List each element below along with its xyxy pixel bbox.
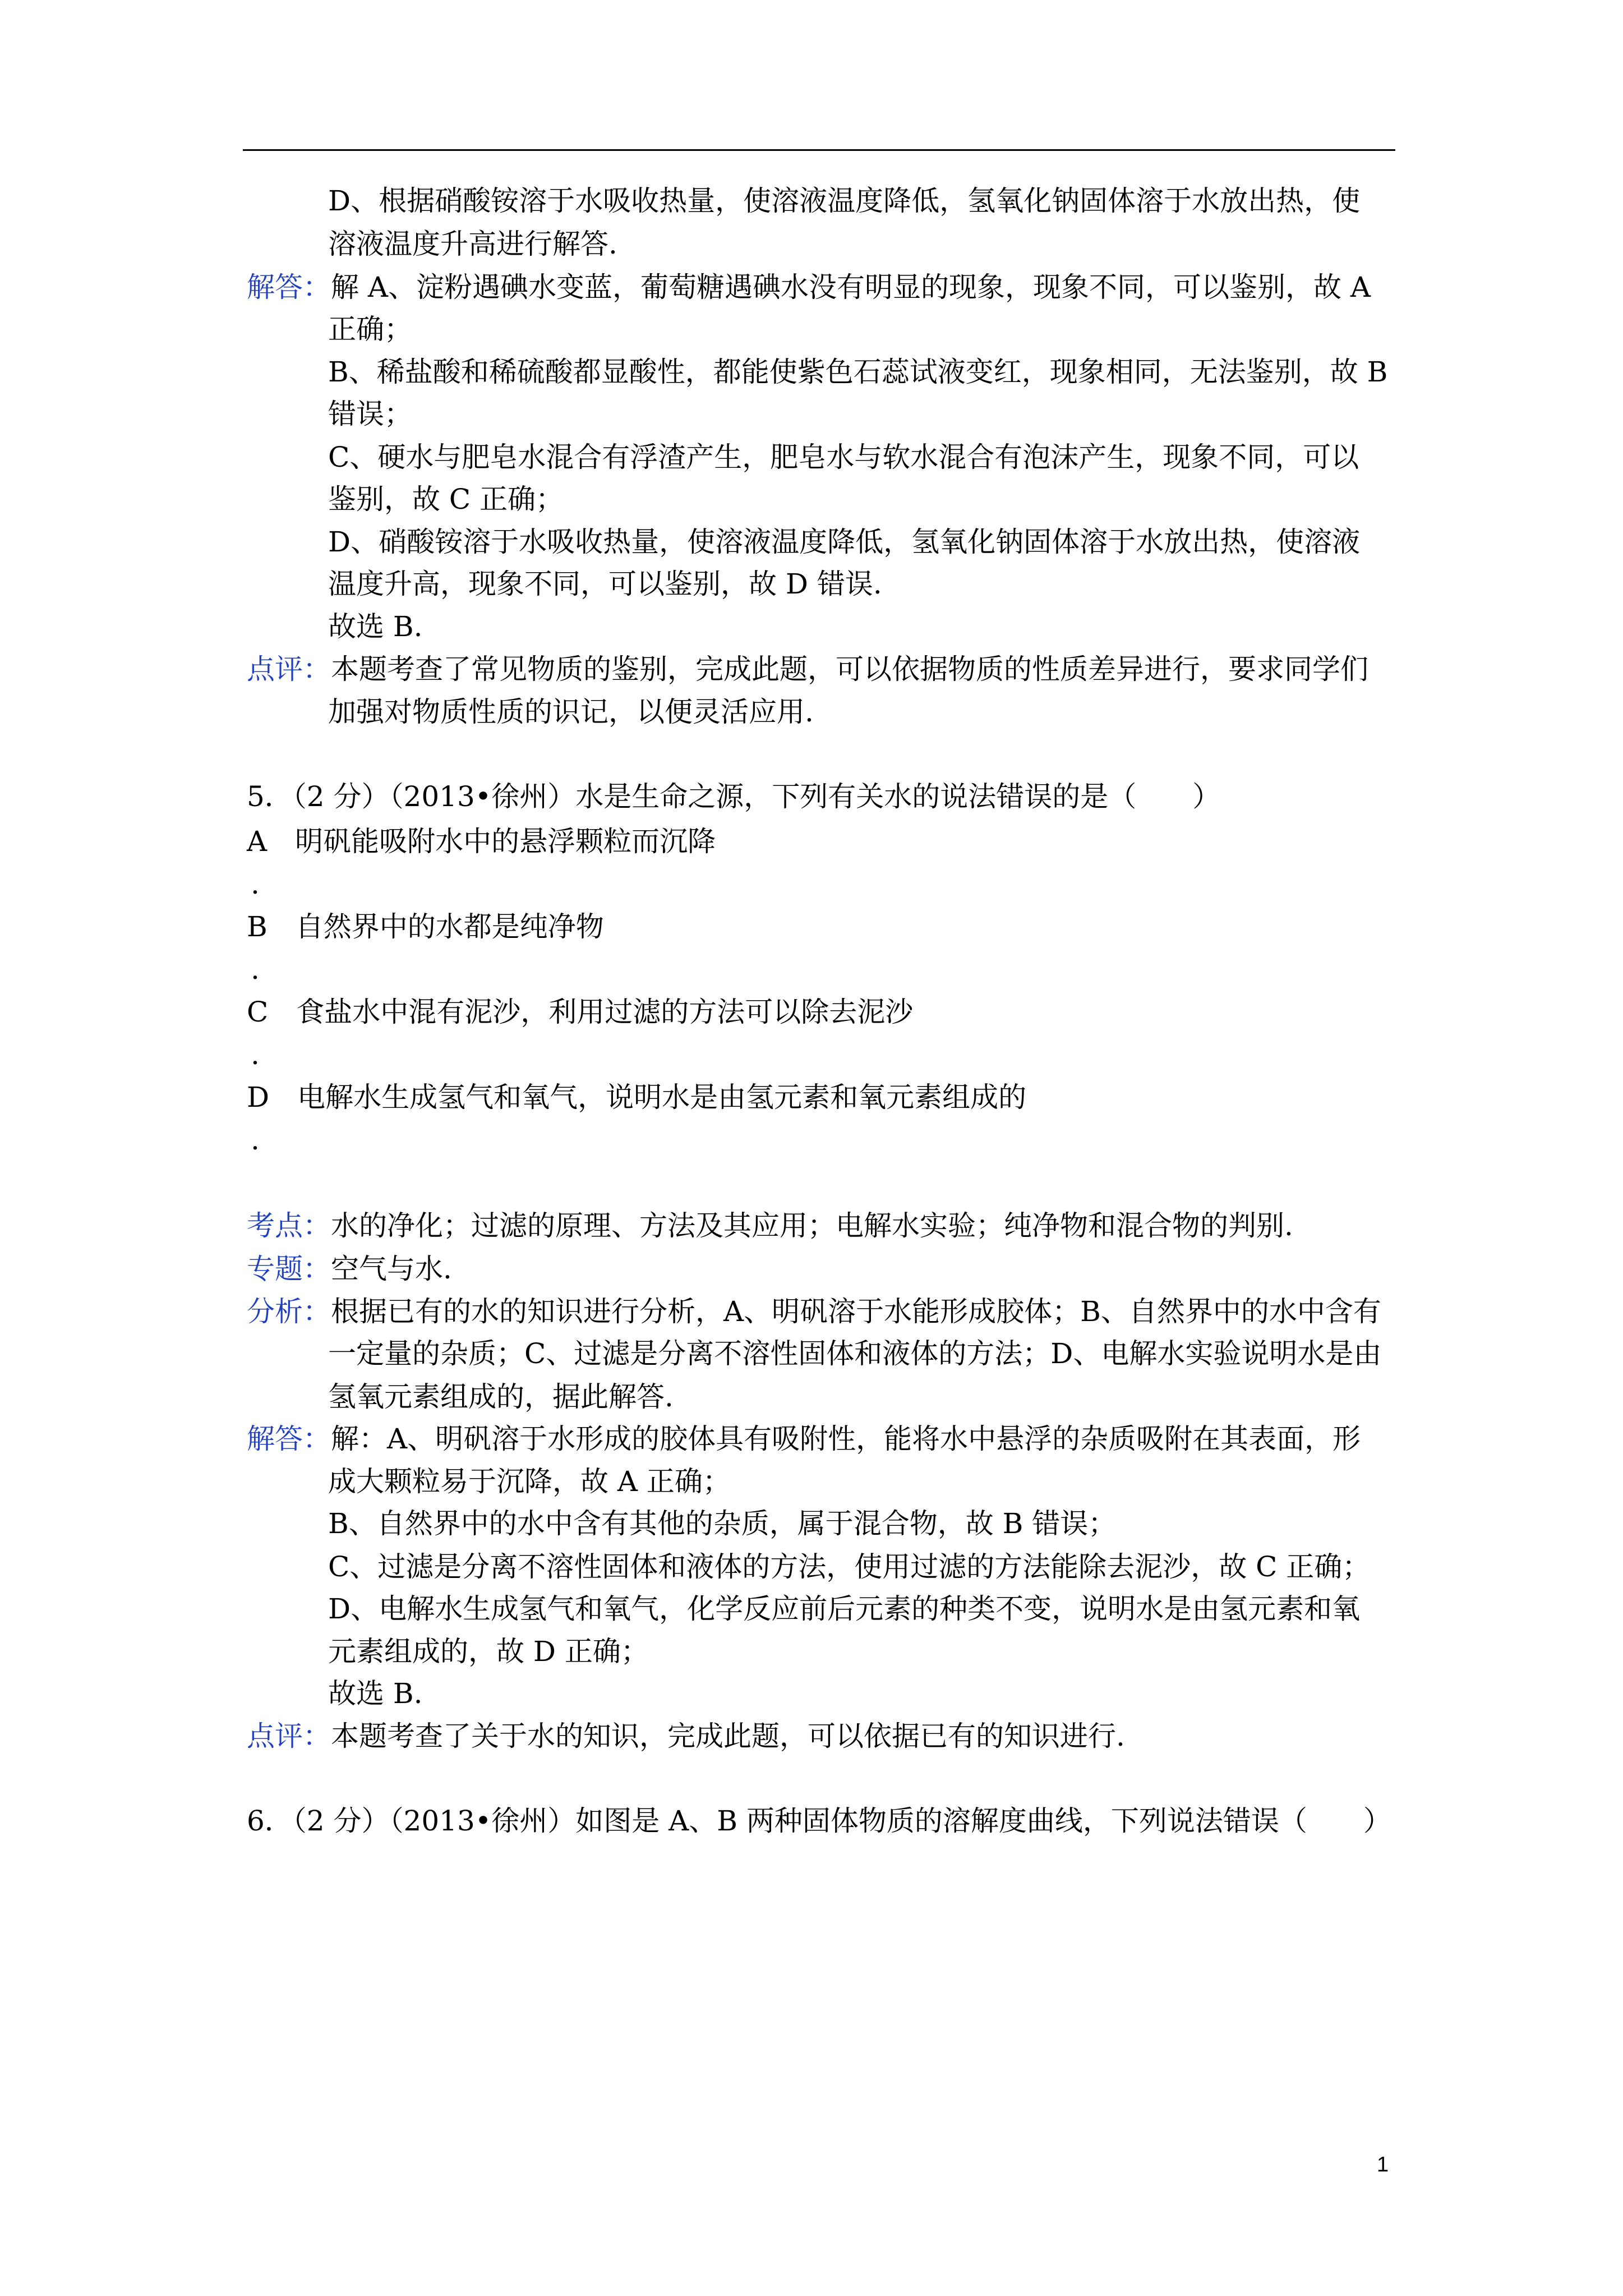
line-text: 故选 B. <box>328 1677 423 1710</box>
text-line <box>328 607 423 646</box>
section-label: 专题： <box>247 1253 331 1285</box>
option-dot: . <box>251 868 260 900</box>
section-label: 解答： <box>247 1423 331 1455</box>
text-line <box>328 1547 1370 1586</box>
line-text: 空气与水. <box>331 1253 452 1285</box>
text-line <box>247 650 1368 689</box>
line-text: D、硝酸铵溶于水吸收热量，使溶液温度降低，氢氧化钠固体溶于水放出热，使溶液 <box>328 526 1361 558</box>
text-line <box>328 1674 423 1713</box>
line-text: D 电解水生成氢气和氧气，说明水是由氢元素和氧元素组成的 <box>247 1081 1027 1114</box>
page-number: 1 <box>1377 2153 1389 2177</box>
text-line <box>247 907 604 946</box>
option-dot: . <box>251 1124 260 1156</box>
text-line <box>328 1377 674 1416</box>
text-line <box>328 181 1360 220</box>
header-rule <box>243 149 1395 151</box>
line-text: C、过滤是分离不溶性固体和液体的方法，使用过滤的方法能除去泥沙，故 C 正确； <box>328 1550 1371 1583</box>
line-text: 根据已有的水的知识进行分析，A、明矾溶于水能形成胶体；B、自然界中的水中含有 <box>331 1295 1381 1328</box>
line-text: 解 A、淀粉遇碘水变蓝，葡萄糖遇碘水没有明显的现象，现象不同，可以鉴别，故 A <box>331 271 1371 303</box>
line-text: C 食盐水中混有泥沙，利用过滤的方法可以除去泥沙 <box>247 996 914 1028</box>
text-line <box>328 1462 731 1501</box>
option-dot: . <box>251 953 260 986</box>
text-line <box>328 1334 1381 1373</box>
text-line <box>247 777 1220 816</box>
line-text: B 自然界中的水都是纯净物 <box>247 910 604 943</box>
line-text: B、稀盐酸和稀硫酸都显酸性，都能使紫色石蕊试液变红，现象相同，无法鉴别，故 B <box>328 356 1388 388</box>
line-text: 成大颗粒易于沉降，故 A 正确； <box>328 1465 731 1498</box>
line-text: 本题考查了关于水的知识，完成此题，可以依据已有的知识进行. <box>331 1720 1125 1752</box>
section-label: 解答： <box>247 271 331 303</box>
text-line <box>328 1589 1360 1628</box>
line-text: B、自然界中的水中含有其他的杂质，属于混合物，故 B 错误； <box>328 1507 1117 1540</box>
text-line <box>247 992 913 1032</box>
text-line <box>328 1632 649 1671</box>
line-text: 溶液温度升高进行解答. <box>328 228 617 260</box>
line-text: 解：A、明矾溶于水形成的胶体具有吸附性，能将水中悬浮的杂质吸附在其表面，形 <box>331 1423 1361 1455</box>
line-text: 本题考查了常见物质的鉴别，完成此题，可以依据物质的性质差异进行，要求同学们 <box>331 653 1368 685</box>
text-line <box>247 268 1371 307</box>
text-line <box>247 1078 1026 1117</box>
text-line <box>328 438 1359 477</box>
text-line <box>247 1419 1361 1458</box>
text-line <box>247 1206 1293 1245</box>
line-text: 元素组成的，故 D 正确； <box>328 1635 649 1668</box>
text-line <box>247 822 716 861</box>
text-line <box>247 1801 1391 1841</box>
line-text: C、硬水与肥皂水混合有浮渣产生，肥皂水与软水混合有泡沫产生，现象不同，可以 <box>328 441 1359 473</box>
text-line <box>328 310 412 349</box>
text-line <box>328 224 617 264</box>
line-text: 水的净化；过滤的原理、方法及其应用；电解水实验；纯净物和混合物的判别. <box>331 1209 1293 1242</box>
line-text: 温度升高，现象不同，可以鉴别，故 D 错误. <box>328 568 882 600</box>
section-label: 分析： <box>247 1295 331 1328</box>
line-text: A 明矾能吸附水中的悬浮颗粒而沉降 <box>247 825 716 858</box>
line-text: D、电解水生成氢气和氧气，化学反应前后元素的种类不变，说明水是由氢元素和氧 <box>328 1593 1361 1625</box>
text-line <box>328 352 1387 392</box>
text-line <box>247 1249 452 1289</box>
line-text: 5．（2 分）（2013•徐州）水是生命之源，下列有关水的说法错误的是（ ） <box>247 780 1221 813</box>
line-text: 鉴别，故 C 正确； <box>328 483 564 516</box>
text-line <box>328 692 814 731</box>
text-line <box>328 480 564 519</box>
section-label: 考点： <box>247 1209 331 1242</box>
text-line <box>328 394 412 434</box>
line-text: 加强对物质性质的识记，以便灵活应用. <box>328 696 814 728</box>
text-line <box>328 564 882 604</box>
line-text: 一定量的杂质；C、过滤是分离不溶性固体和液体的方法；D、电解水实验说明水是由 <box>328 1337 1382 1370</box>
line-text: 错误； <box>328 398 412 430</box>
option-dot: . <box>251 1038 260 1071</box>
text-line <box>328 1504 1116 1543</box>
section-label: 点评： <box>247 653 331 685</box>
text-line <box>247 1717 1125 1756</box>
line-text: 正确； <box>328 313 412 346</box>
section-label: 点评： <box>247 1720 331 1752</box>
line-text: 故选 B. <box>328 610 423 643</box>
line-text: 氢氧元素组成的，据此解答. <box>328 1381 674 1413</box>
text-line <box>328 522 1360 562</box>
text-line <box>247 1292 1381 1331</box>
line-text: 6．（2 分）（2013•徐州）如图是 A、B 两种固体物质的溶解度曲线，下列说法错误（ ） <box>247 1805 1391 1837</box>
line-text: D、根据硝酸铵溶于水吸收热量，使溶液温度降低，氢氧化钠固体溶于水放出热，使 <box>328 185 1361 217</box>
